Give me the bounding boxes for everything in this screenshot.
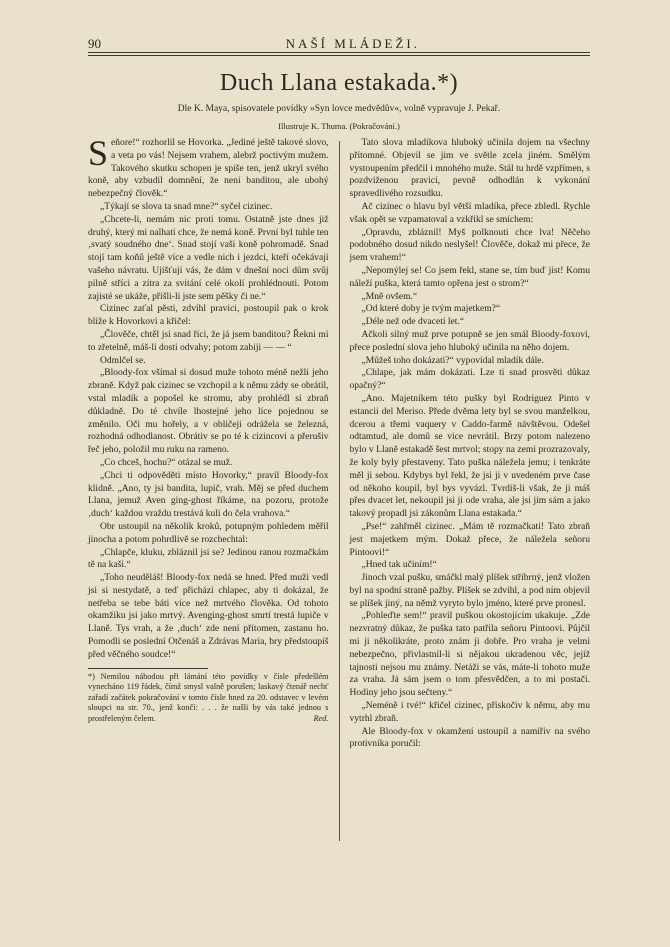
footnote-rule — [88, 668, 208, 669]
footnote-text: *) Nemilou náhodou při lámání této povídky v čísle předešlém vynecháno 119 řádek, čímž smysl valně porušen; laskavý čtenář nechť zařadí začátek pokračování v tomto čísle hned za 20. odstavec v levém sloupci na str. 70., jenž končí: . . . že našli by vás také jednou s prostřeleným čelem. — [88, 671, 329, 724]
paragraph: „Pse!“ zahřměl cizinec. „Mám tě rozmačkati! Tato zbraň jest majetkem mým. Dokaž přece, že náležela señoru Pintoovi!“ — [349, 520, 591, 558]
article-byline: Dle K. Maya, spisovatele povídky »Syn lovce medvědův«, volně vypravuje J. Pekař. — [177, 104, 501, 114]
article-body — [88, 133, 591, 897]
paragraph: Ačkoli silný muž prve potupně se jen smál Bloody-foxovi, přece poslední slova jeho hluboký učinila na něho dojem. — [349, 328, 591, 353]
paragraph: „Toho neuděláš! Bloody-fox nedá se hned. Před muži vedl jsi si nestydatě, a teď přichází chlapec, aby ti dokázal, že netřeba se tebe báti více než mrtvého člověka. Od tohoto okamžiku jsi jako mrtvý. Avenging-ghost smrtí trestá lupiče v Llaně. Tys vrah, a že ‚duch‘ zde není přítomen, zastanu ho. Pomodli se poslední Otčenáš a Zdrávas Maria, bry předstoupíš před věčného soudce!“ — [88, 572, 329, 660]
paragraph: Cizinec zaťal pěsti, zdvihl pravici, postoupil pak o krok blíže k Hovorkovi a křičel: — [88, 303, 329, 328]
paragraph: „Neméně i tvé!“ křičel cizinec, přiskočiv k němu, aby mu vytrhl zbraň. — [349, 700, 591, 724]
paragraph: Jinoch vzal pušku, smáčkl malý plíšek stříbrný, jenž vložen byl na spodní straně pažby. Plíšek se zdvihl, a pod ním objevil se plíšek jiný, na němž vyryto bylo jméno, které prve pronesl. — [349, 572, 591, 609]
paragraph: Ač cizinec o hlavu byl větší mladíka, přece zbledl. Rychle však opět se vzpamatoval a vzkřikl se smíchem: — [349, 200, 591, 225]
running-header — [88, 30, 590, 53]
magazine-title: NAŠÍ MLÁDEŽI. — [285, 36, 420, 51]
footnote-signature: Red. — [313, 714, 329, 724]
page-number: 90 — [88, 36, 101, 51]
footnote — [88, 672, 329, 725]
paragraph: Tato slova mladíkova hluboký učinila dojem na všechny přítomné. Objevil se jim ve světle zcela jiném. Smělým vystoupením předčil i mnohého muže. Stál tu hrdě vzpřímen, s pozdviženou pravicí, pevně odhodlán k vykonání spravedlivého rozsudku. — [349, 137, 591, 200]
paragraph: „Týkají se slova ta snad mne?“ syčel cizinec. — [100, 200, 273, 212]
paragraph: Odmlčel se. — [100, 354, 146, 366]
paragraph: „Nepomýlej se! Co jsem řekl, stane se, tím buď jist! Komu náleží puška, která tamto opřena jest o strom?“ — [349, 264, 591, 289]
paragraph: Ale Bloody-fox v okamžení ustoupil a namířiv na svého protivníka poručil: — [349, 725, 591, 750]
paragraph: „Opravdu, zbláznil! Myš polknouti chce lva! Něčeho podobného dosud nikdo neslyšel! Člověče, dokaž mi přece, že jsem vrahem!“ — [349, 226, 591, 264]
left-column — [88, 133, 329, 897]
drop-cap: S — [88, 133, 109, 173]
illustrator-credit: Illustruje K. Thuma. (Pokračování.) — [278, 121, 400, 131]
paragraph: „Člověče, chtěl jsi snad říci, že já jsem banditou? Řekni mi to zřetelně, máš-li dosti odvahy; potom zabiji — — “ — [88, 328, 329, 353]
paragraph: „Pohleďte sem!“ pravil puškou okostojícím ukakuje. „Zde nezvratný důkaz, že puška tato patřila señoru Pintoovi. Půjčil mi ji několikráte, proto znám ji dobře. Pro vraha je velmi nebezpečno, přivlastnil-li si nějakou ukradenou věc, jejíž tajnosti nejsou mu známy. Netáži se vás, máte-li tohoto muže za vraha. Já sám jsem o tom přesvědčen, a to mi postačí. Hodiny jeho jsou sečteny.“ — [349, 610, 591, 699]
paragraph: „Chlapče, kluku, zbláznil jsi se? Jedinou ranou rozmačkám tě na kaši.“ — [88, 546, 329, 571]
paragraph: „Chci ti odpověděti místo Hovorky,“ pravil Bloody-fox klidně. „Ano, ty jsi bandita, lupič, vrah. Měj se před duchem Llana, jemuž Aven ging-ghost říkáme, na pozoru, protože ‚duch‘ každou vraždu trestává kulí do čela vrahova.“ — [88, 469, 329, 520]
paragraph: „Bloody-fox všímal si dosud muže tohoto méně nežli jeho zbraně. Když pak cizinec se vzchopil a k němu zády se obrátil, vstal mladík a popošel ke stromu, aby prohlédl si zbraň důkladně. Do té chvíle lhostejné jeho líce pojednou se změnilo. Oči mu hořely, a v obličeji odrážela se železná, rozhodná odhodlanost. Obrátiv se po té k cizincovi a přerušiv řeč jeho, položil mu ruku na rameno. — [88, 367, 329, 456]
right-column — [350, 137, 591, 897]
paragraph: „Co chceš, hochu?“ otázal se muž. — [100, 456, 233, 468]
article-title: Duch Llana estakada.*) — [219, 70, 459, 96]
paragraph: „Od které doby je tvým majetkem?“ — [361, 303, 501, 315]
paragraph: Seňore!“ rozhorlil se Hovorka. „Jediné ještě takové slovo, a veta po vás! Nejsem vrahem, alebrž poctivým mužem. Takového skutku schopen je spíše ten, jenž ukryl svého koně, aby vzbudil domnění, že není banditou, ale ubohý nebezpečný člověk.“ — [88, 133, 329, 200]
paragraph: Obr ustoupil na několik kroků, potupným pohledem měřil jinocha a potom pohrdlivě se rozchechtal: — [88, 520, 329, 545]
paragraph: „Můžeš toho dokázati?“ vypovídal mladík dále. — [361, 354, 544, 366]
paragraph: „Mně ovšem.“ — [361, 290, 418, 302]
column-divider — [339, 141, 340, 841]
paragraph: „Chcete-li, nemám nic proti tomu. Ostatně jste dnes již druhý, který mi nalhati chce, že nemá koně. První byl tuhle ten ‚svatý soudného dne‘. Snad stojí vaši koně pohromadě. Snad stojí tam koňů ještě více a vedle nich i jezdci, kteří očekávají vašeho návratu. Ujišťuji vás, že dám v dnešní noci dům svůj pilně stříci a zítra za svítání celé okolí prohlédnouti. Potom zajisté se ukáže, přišli-li jste sem pěšky či ne.“ — [88, 213, 329, 302]
paragraph: „Ano. Majetníkem této pušky byl Rodriguez Pinto v estancii del Meriso. Přede dvěma lety byl se svou manželkou, dcerou a třemi vaquery v Caddo-farmě návštěvou. Odešel odtamtud, ale domů se více nevrátil. Brzy potom nalezeno bylo v Llaně estakadě šest mrtvol; stopy na zemi prozrazovaly, že koly byly přestaveny. Tato puška náležela jemu; i tenkráte měl ji sebou. Kdybys byl řekl, že jsi ji v uvedeném prve čase od někoho koupil, byl bys vyvázl. Tvrdíš-li však, že ji máš přes dvacet let, nekoupil jsi ji ode vraha, ale jsi jím sám a jako takový propadl jsi zákonům Llana estakada.“ — [349, 392, 591, 520]
paragraph: „Déle než ode dvaceti let.“ — [361, 316, 465, 328]
paragraph: „Chlape, jak mám dokázati. Lze ti snad prosvěti důkaz opačný?“ — [349, 367, 591, 392]
header-rule — [88, 55, 590, 56]
paragraph: „Hned tak učiním!“ — [361, 559, 437, 571]
